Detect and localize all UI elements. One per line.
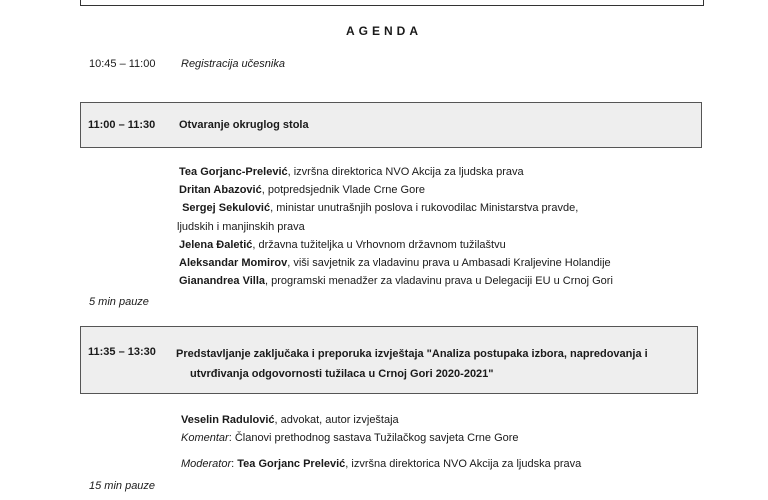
- speaker-role: , potpredsjednik Vlade Crne Gore: [261, 184, 425, 197]
- comment-line: [181, 429, 581, 447]
- speaker-role: , državna tužiteljka u Vrhovnom državnom tužilaštvu: [252, 238, 506, 251]
- moderator-name: Tea Gorjanc Prelević: [237, 458, 346, 470]
- session1-title: Otvaranje okruglog stola: [179, 119, 309, 131]
- speaker-role: , programski menadžer za vladavinu prava u Delegaciji EU u Crnoj Gori: [265, 275, 613, 288]
- speaker-name: Sergej Sekulović: [182, 202, 271, 215]
- speaker-role-continuation: ljudskih i manjinskih prava: [177, 220, 305, 233]
- pause-5min: 5 min pauze: [89, 296, 149, 308]
- speaker-item: [179, 163, 613, 181]
- speaker-role: , ministar unutrašnjih poslova i rukovodilac Ministarstva pravde,: [270, 202, 579, 215]
- agenda-title: AGENDA: [345, 24, 422, 38]
- session1-header: [80, 102, 702, 148]
- speaker-role: , viši savjetnik za vladavinu prava u Ambasadi Kraljevine Holandije: [287, 257, 611, 270]
- speaker-name: Veselin Radulović: [181, 414, 275, 426]
- comment-label: Komentar: [181, 432, 229, 444]
- previous-section-box: [80, 0, 704, 6]
- session2-header: [80, 326, 698, 394]
- session2-title-line2: utvrđivanja odgovornosti tužilaca u Crnoj Gori 2020-2021": [190, 368, 494, 380]
- session1-speakers: [179, 163, 613, 290]
- moderator-line: Moderator: Tea Gorjanc Prelević, izvršna direktorica NVO Akcija za ljudska prava: [181, 458, 582, 470]
- speaker-item: [179, 254, 613, 272]
- speaker-item: [179, 199, 613, 217]
- session2-title: [176, 344, 691, 384]
- moderator-role: , izvršna direktorica NVO Akcija za ljudska prava: [345, 458, 582, 470]
- speaker-name: Aleksandar Momirov: [179, 257, 288, 270]
- session2-content: [181, 411, 581, 473]
- speaker-role: , izvršna direktorica NVO Akcija za ljudska prava: [287, 166, 524, 178]
- speaker-item: [179, 236, 613, 254]
- speaker-item: [179, 272, 613, 290]
- comment-text: : Članovi prethodnog sastava Tužilačkog savjeta Crne Gore: [228, 432, 519, 444]
- speaker-item: [181, 411, 581, 429]
- registration-label: Registracija učesnika: [181, 58, 285, 70]
- speaker-name: Tea Gorjanc-Prelević: [179, 166, 288, 178]
- speaker-name: Gianandrea Villa: [179, 275, 266, 288]
- pause-15min: 15 min pauze: [89, 480, 156, 492]
- speaker-role: , advokat, autor izvještaja: [274, 414, 399, 426]
- speaker-item: [179, 181, 613, 199]
- session1-time: 11:00 – 11:30: [88, 119, 156, 131]
- registration-time: 10:45 – 11:00: [89, 58, 156, 70]
- speaker-name: Dritan Abazović: [179, 184, 262, 197]
- session2-time: 11:35 – 13:30: [88, 346, 156, 358]
- moderator-label: Moderator: [181, 458, 232, 470]
- speaker-name: Jelena Đaletić: [179, 238, 253, 251]
- session2-title-line1: Predstavljanje zaključaka i preporuka izvještaja "Analiza postupaka izbora, napredovanja i: [176, 348, 648, 360]
